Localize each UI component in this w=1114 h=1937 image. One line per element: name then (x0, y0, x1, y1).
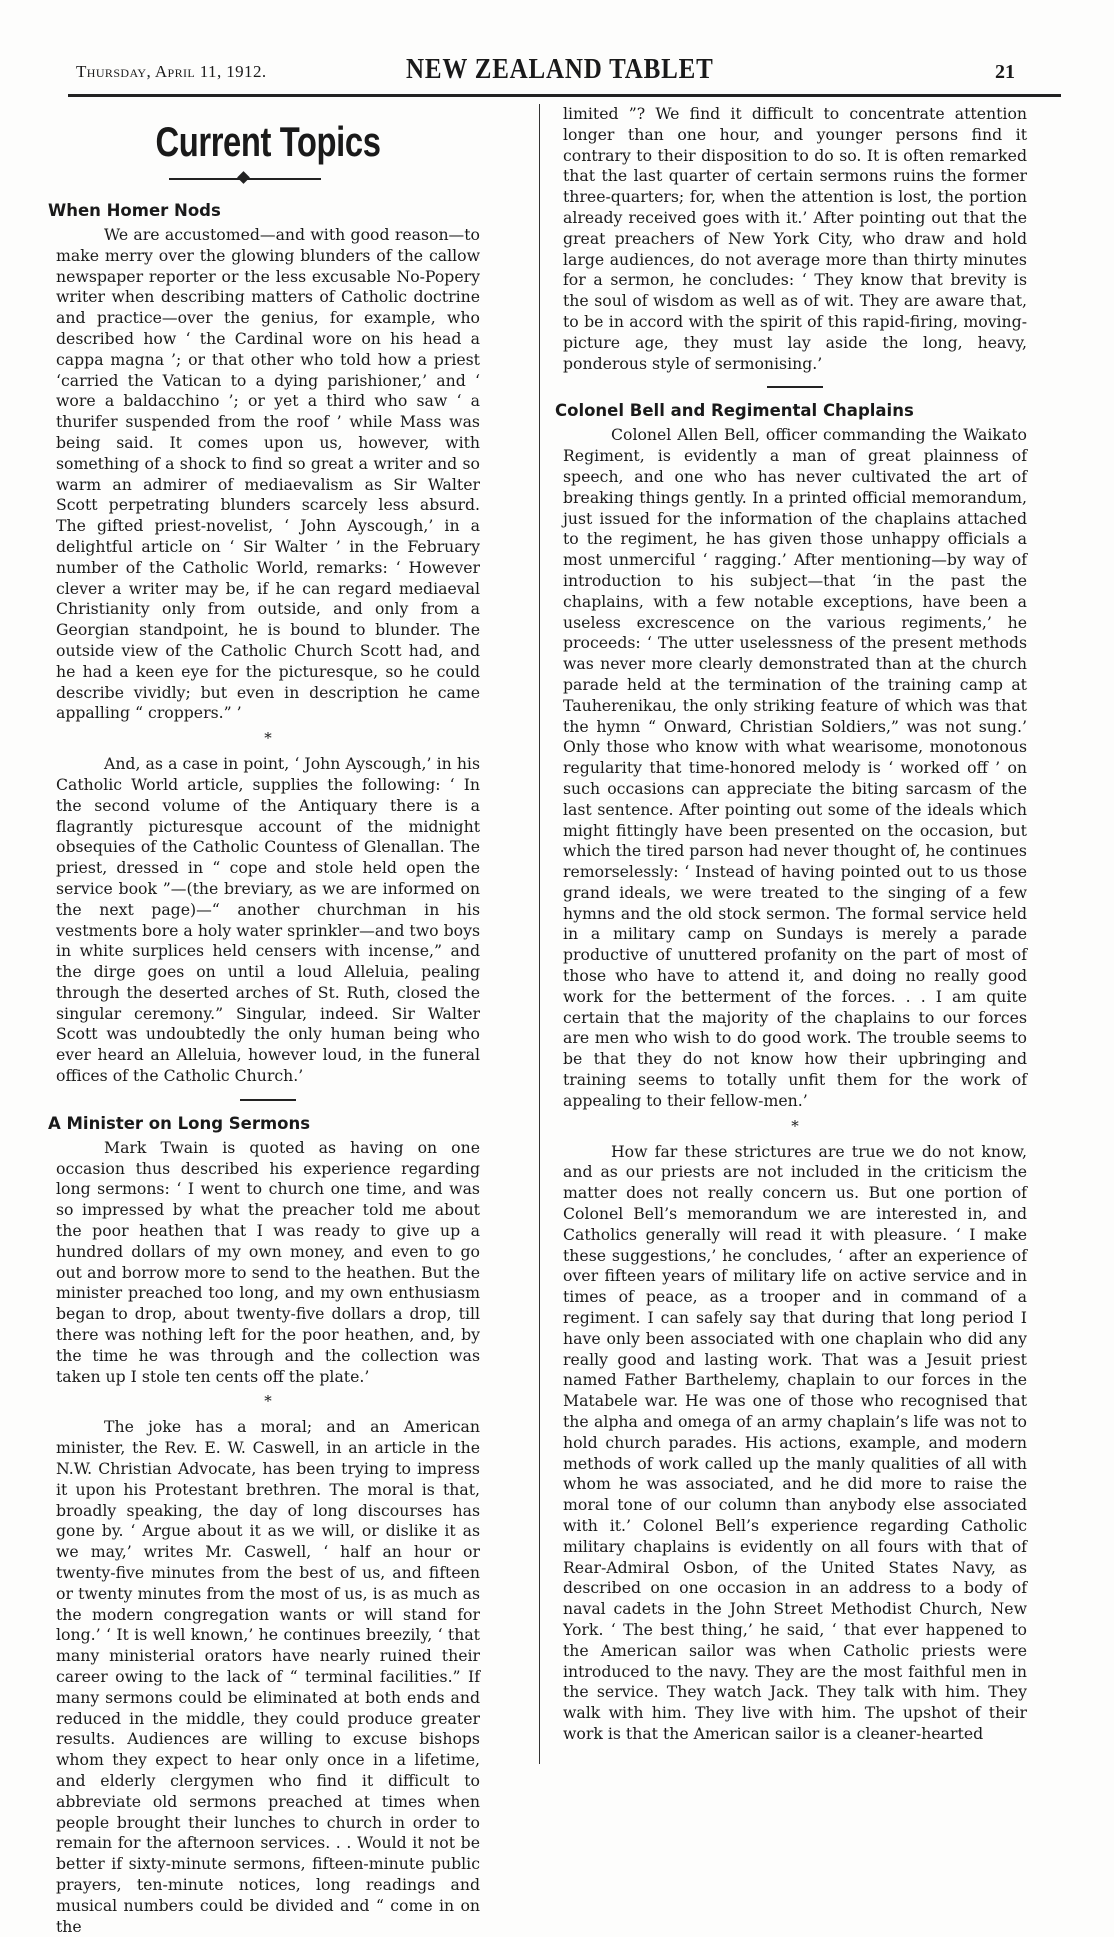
dinkus: * (264, 729, 272, 748)
article-paragraph: How far these strictures are true we do not know, and as our priests are not included in the criticism the matter does not really concern us. But one portion of Colonel Bell’s memorandum we are interested in, and Catholics generally will read it with pleasure. ‘ I make these suggestions,’ he concludes, ‘ after an experience of over fifteen years of military life on active service and in times of peace, as a trooper and in command of a regiment. I can safely say that during that long period I have only been associated with one chaplain who did any really good and lasting work. That was a Jesuit priest named Father Barthelemy, chaplain to our forces in the Matabele war. He was one of those who recognised that the alpha and omega of an army chaplain’s life was not to hold church parades. His actions, example, and modern methods of work called up the manly qualities of all with whom he was associated, and he did more to raise the moral tone of our column than anybody else associated with it.’ Colonel Bell’s experience regarding Catholic military chaplains is evidently on all fours with that of Rear-Admiral Osbon, of the United States Navy, as described on one occasion in an address to a body of naval cadets in the John Street Methodist Church, New York. ‘ The best thing,’ he said, ‘ that ever happened to the American sailor was when Catholic priests were introduced to the navy. They are the most faithful men in the service. They watch Jack. They talk with him. They walk with him. They live with him. The upshot of their work is that the American sailor is a cleaner-hearted (563, 1141, 1027, 1743)
publication-title: NEW ZEALAND TABLET (406, 53, 714, 85)
column-right (555, 104, 1027, 1745)
column-left (48, 104, 480, 1937)
article-paragraph: Colonel Allen Bell, officer commanding the Waikato Regiment, is evidently a man of great plainness of speech, and one who has never cultivated the art of breaking things gently. In a printed official memorandum, just issued for the information of the chaplains attached to the regiment, he has given those unhappy officials a most unmerciful ‘ ragging.’ After mentioning—by way of introduction to his subject—that ‘in the past the chaplains, with a few notable exceptions, have been a useless excrescence on the various regiments,’ he proceeds: ‘ The utter uselessness of the present methods was never more clearly demonstrated than at the church parade held at the termination of the training camp at Tauherenikau, the only striking feature of which was that the hymn “ Onward, Christian Soldiers,” was not sung.’ Only those who know with what wearisome, monotonous regularity that time-honored melody is ‘ worked off ’ on such occasions can appreciate the biting sarcasm of the last sentence. After pointing out some of the ideals which might fittingly have been presented on the occasion, but which the tired parson had never thought of, he continues remorselessly: ‘ Instead of having pointed out to us those grand ideals, we were treated to the singing of a few hymns and the old stock sermon. The formal service held in a military camp on Sundays is merely a parade productive of unuttered profanity on the part of most of those who have to attend it, and doing no really good work for the betterment of the forces. . . I am quite certain that the majority of the chaplains to our forces are men who wish to do good work. The trouble seems to be that they do not know how their upbringing and training seems to totally unfit them for the work of appealing to their fellow-men.’ (563, 425, 1027, 1110)
dinkus: * (264, 1392, 272, 1411)
masthead (40, 54, 1040, 94)
column-divider (539, 104, 540, 1764)
article-paragraph: The joke has a moral; and an American minister, the Rev. E. W. Caswell, in an article in the N.W. Christian Advocate, has been trying to impress it upon his Protestant brethren. The moral is that, broadly speaking, the day of long discourses has gone by. ‘ Argue about it as we will, or dislike it as we may,’ writes Mr. Caswell, ‘ half an hour or twenty-five minutes from the best of us, and fifteen or twenty minutes from the most of us, is as much as the modern congregation wants or will stand for long.’ ‘ It is well known,’ he continues breezily, ‘ that many ministerial orators have nearly ruined their career owing to the lack of “ terminal facilities.” If many sermons could be eliminated at both ends and reduced in the middle, they could produce greater results. Audiences are willing to excuse bishops whom they expect to hear only once in a lifetime, and elderly clergymen who find it difficult to abbreviate old sermons preached at times when people brought their lunches to church in order to remain for the afternoon services. . . Would it not be better if sixty-minute sermons, fifteen-minute public prayers, ten-minute notices, long readings and musical numbers could be divided and “ come in on the (56, 1417, 480, 1936)
diamond-icon (237, 171, 250, 184)
masthead-rule (68, 94, 1061, 97)
article-paragraph: We are accustomed—and with good reason—to make merry over the glowing blunders of the callow newspaper reporter or the less excusable No-Popery writer when describing matters of Catholic doctrine and practice—over the genius, for example, who described how ‘ the Cardinal wore on his head a cappa magna ’; or that other who told how a priest ‘carried the Vatican to a dying parishioner,’ and ‘ wore a baldacchino ’; or yet a third who saw ‘ a thurifer suspended from the roof ’ while Mass was being said. It comes upon us, however, with something of a shock to find so great a writer and so warm an admirer of mediaevalism as Sir Walter Scott perpetrating blunders scarcely less absurd. The gifted priest-novelist, ‘ John Ayscough,’ in a delightful article on ‘ Sir Walter ’ in the February number of the Catholic World, remarks: ‘ However clever a writer may be, if he can regard mediaeval Christianity only from outside, and only from a Georgian standpoint, he is bound to blunder. The outside view of the Catholic Church Scott had, and he had a keen eye for the picturesque, so he could describe vividly; but even in description he came appalling “ croppers.” ’ (56, 225, 480, 723)
article-paragraph-continued: limited ”? We find it difficult to concentrate attention longer than one hour, and younger persons find it contrary to their disposition to do so. It is often remarked that the last quarter of certain sermons ruins the former three-quarters; for, when the attention is lost, the portion already received goes with it.’ After pointing out that the great preachers of New York City, who draw and hold large audiences, do not average more than thirty minutes for a sermon, he concludes: ‘ They know that brevity is the soul of wisdom as well as of wit. They are aware that, to be in accord with the spirit of this rapid-firing, moving-picture age, they must lay aside the long, heavy, ponderous style of sermonising.’ (563, 104, 1027, 373)
article-paragraph: Mark Twain is quoted as having on one occasion thus described his experience regarding long sermons: ‘ I went to church one time, and was so impressed by what the preacher told me about the poor heathen that I was ready to give up a hundred dollars of my own money, and even to go out and borrow more to send to the heathen. But the minister preached too long, and my own enthusiasm began to drop, about twenty-five dollars a drop, till there was nothing left for the poor heathen, and, by the time he was through and the collection was taken up I stole ten cents off the plate.’ (56, 1137, 480, 1386)
dinkus: * (791, 1116, 799, 1135)
article-heading: When Homer Nods (48, 201, 221, 220)
article-paragraph: And, as a case in point, ‘ John Ayscough,’ in his Catholic World article, supplies the following: ‘ In the second volume of the Antiquary there is a flagrantly picturesque account of the midnight obsequies of the Catholic Countess of Glenallan. The priest, dressed in “ cope and stole held open the service book ”—(the breviary, as we are informed on the next page)—“ another churchman in his vestments bore a holy water sprinkler—and two boys in white surplices held censers with incense,” and the dirge goes on until a loud Alleluia, pealing through the deserted arches of St. Ruth, closed the singular ceremony.” Singular, indeed. Sir Walter Scott was undoubtedly the only human being who ever heard an Alleluia, however loud, in the funeral offices of the Catholic Church.’ (56, 754, 480, 1086)
article-separator (240, 1099, 296, 1101)
article-separator (767, 386, 823, 388)
title-ornament (56, 170, 480, 188)
issue-date: Thursday, April 11, 1912. (76, 62, 267, 81)
page-number: 21 (995, 61, 1015, 83)
article-heading: A Minister on Long Sermons (48, 1113, 311, 1133)
article-heading: Colonel Bell and Regimental Chaplains (555, 401, 914, 421)
section-title: Current Topics (155, 118, 381, 165)
